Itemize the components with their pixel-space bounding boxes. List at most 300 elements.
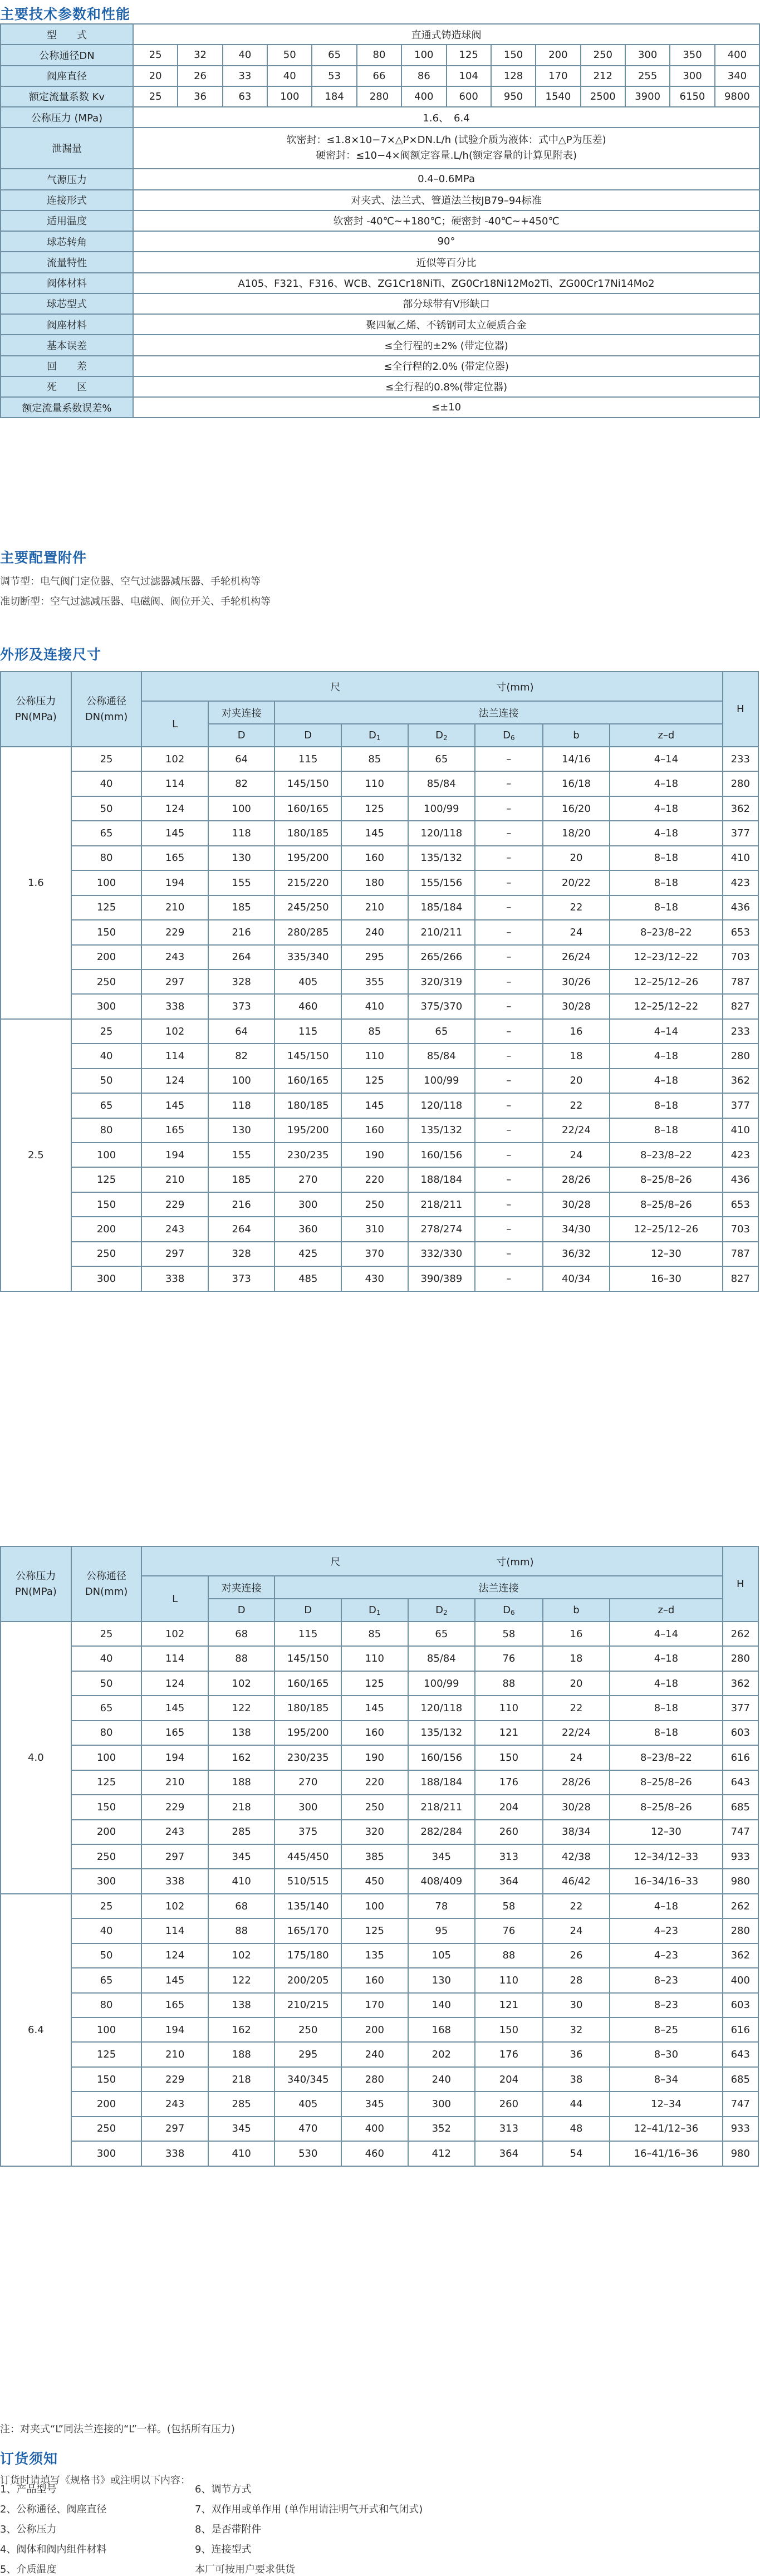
tech-value-body-material: A105、F321、F316、WCB、ZG1Cr18NiTi、ZG0Cr18Ni12Mo2Ti、ZG00Cr17Ni14Mo2	[133, 273, 759, 293]
table-cell: 135	[341, 1943, 408, 1968]
seat-diameter-cell: 66	[357, 66, 401, 86]
header-flange: 法兰连接	[274, 701, 722, 724]
table-cell: 46/42	[543, 1869, 610, 1893]
table-cell: 160/165	[274, 796, 341, 821]
kv-cell: 950	[491, 86, 536, 107]
table-cell: 160	[341, 1118, 408, 1143]
table-cell: 145	[141, 821, 208, 845]
kv-cell: 1540	[536, 86, 580, 107]
table-cell: 162	[208, 1745, 275, 1770]
tech-label-pressure: 公称压力 (MPa)	[1, 107, 133, 128]
table-cell: 362	[723, 1943, 758, 1968]
table-cell: 210	[141, 2042, 208, 2066]
ordering-item: 本厂可按用户要求供货	[195, 2564, 295, 2575]
table-cell: 250	[71, 1242, 142, 1266]
table-cell: 114	[141, 1918, 208, 1943]
dn-cell: 250	[581, 45, 625, 65]
table-cell: 4–14	[610, 747, 722, 771]
table-cell: 345	[208, 1844, 275, 1869]
header-size	[141, 1546, 722, 1576]
table-cell: 22	[543, 895, 610, 920]
seat-diameter-cell: 26	[178, 66, 222, 86]
tech-row-ball-angle	[1, 231, 759, 252]
table-cell: 229	[141, 2067, 208, 2092]
table-cell: 405	[274, 969, 341, 994]
header-dn: 公称通径DN(mm)	[71, 672, 142, 747]
dn-cell: 25	[133, 45, 178, 65]
table-cell: 4–18	[610, 771, 722, 796]
table-row	[1, 1795, 758, 1819]
table-cell: 65	[71, 821, 142, 845]
pressure-group-label: 1.6	[1, 747, 71, 1019]
table-cell: 185/184	[408, 895, 475, 920]
table-cell: 4–14	[610, 1019, 722, 1044]
table-cell: 345	[341, 2092, 408, 2116]
tech-row-hysteresis	[1, 356, 759, 376]
table-cell: 130	[208, 1118, 275, 1143]
table-cell: 135/132	[408, 846, 475, 870]
dim-header-row-1	[1, 1546, 758, 1576]
header-D1-main: D	[369, 1604, 376, 1616]
table-cell: 390/389	[408, 1266, 475, 1291]
tech-row-seat-diameter	[1, 66, 759, 86]
table-cell: 8–18	[610, 846, 722, 870]
table-cell: 24	[543, 1745, 610, 1770]
kv-cell: 100	[267, 86, 312, 107]
seat-diameter-cell: 340	[715, 66, 759, 86]
table-cell: 165/170	[274, 1918, 341, 1943]
table-cell: 328	[208, 969, 275, 994]
table-row	[1, 1069, 758, 1093]
table-cell: 120/118	[408, 1696, 475, 1720]
table-cell: 262	[723, 1622, 758, 1646]
table-cell: 30/26	[543, 969, 610, 994]
table-cell: 38	[543, 2067, 610, 2092]
table-cell: 100	[341, 1894, 408, 1918]
dn-cell: 200	[536, 45, 580, 65]
table-cell: 320/319	[408, 969, 475, 994]
table-cell: 8–18	[610, 1118, 722, 1143]
table-cell: 160	[341, 846, 408, 870]
table-cell: –	[475, 747, 543, 771]
table-cell: 30/28	[543, 1192, 610, 1217]
table-cell: 18/20	[543, 821, 610, 845]
header-D1-sub: 1	[376, 733, 381, 742]
header-zd: z–d	[610, 724, 722, 747]
table-cell: 34/30	[543, 1217, 610, 1241]
tech-label-ball-type: 球芯型式	[1, 293, 133, 314]
table-cell: 8–23/8–22	[610, 1745, 722, 1770]
header-D2	[408, 1599, 475, 1622]
table-cell: 243	[141, 2092, 208, 2116]
table-cell: 230/235	[274, 1143, 341, 1167]
table-cell: 155	[208, 870, 275, 895]
header-wafer: 对夹连接	[208, 701, 275, 724]
table-cell: 155/156	[408, 870, 475, 895]
table-cell: 100	[208, 796, 275, 821]
table-cell: 8–25	[610, 2017, 722, 2042]
table-cell: 100	[71, 1745, 142, 1770]
table-cell: 4–23	[610, 1918, 722, 1943]
header-pn: 公称压力PN(MPa)	[1, 1546, 71, 1622]
table-cell: –	[475, 1019, 543, 1044]
table-cell: 8–18	[610, 1721, 722, 1745]
header-D1-sub: 1	[376, 1608, 381, 1617]
table-row	[1, 1217, 758, 1241]
ordering-item: 4、阀体和阀内组件材料	[0, 2544, 107, 2555]
seat-diameter-cell: 20	[133, 66, 178, 86]
kv-cell: 280	[357, 86, 401, 107]
table-cell: 22/24	[543, 1118, 610, 1143]
table-cell: 385	[341, 1844, 408, 1869]
table-row	[1, 1646, 758, 1671]
table-cell: 747	[723, 2092, 758, 2116]
table-row	[1, 994, 758, 1018]
table-cell: 436	[723, 895, 758, 920]
table-row	[1, 969, 758, 994]
pressure-group-label: 2.5	[1, 1019, 71, 1291]
header-size-unit: 寸(mm)	[496, 1556, 534, 1568]
table-cell: 135/132	[408, 1118, 475, 1143]
seat-diameter-cell: 170	[536, 66, 580, 86]
table-cell: 124	[141, 796, 208, 821]
table-cell: 20	[543, 846, 610, 870]
dn-cell: 350	[670, 45, 714, 65]
table-row	[1, 1968, 758, 1992]
table-cell: 373	[208, 994, 275, 1018]
table-row	[1, 1745, 758, 1770]
table-cell: 375/370	[408, 994, 475, 1018]
table-cell: 300	[71, 1869, 142, 1893]
table-cell: 685	[723, 2067, 758, 2092]
tech-value-flow-characteristic: 近似等百分比	[133, 252, 759, 272]
table-cell: 243	[141, 1820, 208, 1844]
tech-value-kv-error: ≤±10	[133, 397, 759, 418]
table-cell: 76	[475, 1918, 543, 1943]
table-cell: 88	[208, 1646, 275, 1671]
table-row	[1, 1622, 758, 1646]
ordering-item: 5、介质温度	[0, 2564, 57, 2575]
ordering-item: 8、是否带附件	[195, 2524, 262, 2535]
tech-label-leakage: 泄漏量	[1, 128, 133, 169]
table-cell: 160/156	[408, 1143, 475, 1167]
table-cell: 114	[141, 1646, 208, 1671]
table-row	[1, 821, 758, 845]
table-cell: 190	[341, 1745, 408, 1770]
table-row	[1, 1242, 758, 1266]
header-L: L	[141, 1576, 208, 1622]
table-cell: 8–34	[610, 2067, 722, 2092]
kv-cell: 25	[133, 86, 178, 107]
table-cell: 25	[71, 1894, 142, 1918]
tech-value-seat-material: 聚四氟乙烯、不锈钢司太立硬质合金	[133, 314, 759, 335]
seat-diameter-cell: 300	[670, 66, 714, 86]
table-cell: 40	[71, 1646, 142, 1671]
table-cell: 653	[723, 1192, 758, 1217]
table-cell: 194	[141, 870, 208, 895]
table-cell: 400	[723, 1968, 758, 1992]
tech-row-ball-type	[1, 293, 759, 314]
kv-cell: 2500	[581, 86, 625, 107]
table-cell: 216	[208, 1192, 275, 1217]
ordering-item: 6、调节方式	[195, 2484, 252, 2495]
table-cell: 160/165	[274, 1069, 341, 1093]
header-D6-sub: 6	[511, 733, 515, 742]
table-row	[1, 1167, 758, 1192]
table-cell: 345	[208, 2117, 275, 2141]
table-cell: 375	[274, 1820, 341, 1844]
table-cell: 300	[71, 2141, 142, 2166]
tech-label-air-supply: 气源压力	[1, 169, 133, 189]
table-cell: 218/211	[408, 1795, 475, 1819]
header-H: H	[723, 1546, 758, 1622]
table-cell: 362	[723, 1671, 758, 1696]
table-cell: 50	[71, 1671, 142, 1696]
table-cell: 204	[475, 1795, 543, 1819]
kv-cell: 3900	[625, 86, 670, 107]
table-cell: –	[475, 1069, 543, 1093]
header-size-unit: 寸(mm)	[496, 681, 534, 693]
ordering-intro: 订货时请填写《规格书》或注明以下内容：	[0, 2475, 190, 2486]
table-cell: 338	[141, 2141, 208, 2166]
table-cell: 4–18	[610, 1044, 722, 1068]
table-cell: 4–23	[610, 1943, 722, 1968]
seat-diameter-cell: 33	[223, 66, 267, 86]
table-cell: 685	[723, 1795, 758, 1819]
table-cell: 643	[723, 2042, 758, 2066]
table-cell: 18	[543, 1044, 610, 1068]
table-cell: 8–18	[610, 870, 722, 895]
table-cell: 110	[475, 1968, 543, 1992]
table-cell: 230/235	[274, 1745, 341, 1770]
table-cell: 58	[475, 1894, 543, 1918]
table-row	[1, 1044, 758, 1068]
header-size-char: 尺	[330, 1556, 341, 1568]
table-cell: 8–18	[610, 895, 722, 920]
header-D6-main: D	[503, 1604, 511, 1616]
table-cell: –	[475, 821, 543, 845]
table-cell: 250	[274, 2017, 341, 2042]
dn-cell: 50	[267, 45, 312, 65]
table-cell: 25	[71, 1019, 142, 1044]
table-cell: 412	[408, 2141, 475, 2166]
table-row	[1, 1192, 758, 1217]
table-cell: 410	[723, 846, 758, 870]
table-cell: 168	[408, 2017, 475, 2042]
table-cell: 233	[723, 747, 758, 771]
table-cell: –	[475, 870, 543, 895]
table-cell: 100	[208, 1069, 275, 1093]
table-cell: 145	[141, 1093, 208, 1118]
table-cell: 280	[723, 1646, 758, 1671]
table-cell: 14/16	[543, 747, 610, 771]
table-cell: 102	[141, 1894, 208, 1918]
table-cell: 980	[723, 1869, 758, 1893]
dim-header-row-1	[1, 672, 758, 701]
table-cell: 175/180	[274, 1943, 341, 1968]
dn-cell: 32	[178, 45, 222, 65]
table-cell: –	[475, 846, 543, 870]
table-cell: 120/118	[408, 821, 475, 845]
table-cell: 135/132	[408, 1721, 475, 1745]
table-cell: 300	[71, 1266, 142, 1291]
table-cell: 65	[71, 1696, 142, 1720]
table-cell: 42/38	[543, 1844, 610, 1869]
tech-label-ball-angle: 球芯转角	[1, 231, 133, 252]
table-cell: 176	[475, 2042, 543, 2066]
table-cell: 278/274	[408, 1217, 475, 1241]
table-cell: 40	[71, 771, 142, 796]
table-cell: 185	[208, 1167, 275, 1192]
table-cell: 340/345	[274, 2067, 341, 2092]
table-cell: 100/99	[408, 1069, 475, 1093]
table-note: 注：对夹式“L”同法兰连接的“L”一样。(包括所有压力)	[0, 2423, 235, 2435]
table-cell: 355	[341, 969, 408, 994]
tech-label-dn: 公称通径DN	[1, 45, 133, 65]
table-row	[1, 846, 758, 870]
table-cell: 352	[408, 2117, 475, 2141]
tech-label-body-material: 阀体材料	[1, 273, 133, 293]
table-cell: 362	[723, 796, 758, 821]
table-row	[1, 2042, 758, 2066]
table-cell: 210	[141, 895, 208, 920]
table-cell: 220	[341, 1770, 408, 1795]
table-cell: 220	[341, 1167, 408, 1192]
table-cell: 25	[71, 747, 142, 771]
table-cell: 285	[208, 2092, 275, 2116]
table-cell: 270	[274, 1167, 341, 1192]
table-cell: 250	[341, 1795, 408, 1819]
tech-value-air-supply: 0.4–0.6MPa	[133, 169, 759, 189]
tech-row-dn	[1, 45, 759, 65]
table-cell: 603	[723, 1993, 758, 2017]
table-cell: 102	[208, 1671, 275, 1696]
table-cell: 460	[341, 2141, 408, 2166]
dimension-table-2	[0, 1546, 759, 2167]
dn-cell: 100	[401, 45, 446, 65]
table-cell: 377	[723, 1093, 758, 1118]
table-cell: 28	[543, 1968, 610, 1992]
table-cell: 270	[274, 1770, 341, 1795]
table-cell: 210/215	[274, 1993, 341, 2017]
table-cell: 22	[543, 1696, 610, 1720]
table-cell: 313	[475, 1844, 543, 1869]
header-D1	[341, 724, 408, 747]
table-cell: 110	[475, 1696, 543, 1720]
table-cell: 8–23	[610, 1993, 722, 2017]
table-cell: 100	[71, 2017, 142, 2042]
table-cell: 4–14	[610, 1622, 722, 1646]
table-cell: 125	[71, 1167, 142, 1192]
table-cell: 85/84	[408, 1646, 475, 1671]
table-cell: 280	[723, 1044, 758, 1068]
tech-row-dead-band	[1, 376, 759, 397]
table-cell: 155	[208, 1143, 275, 1167]
table-cell: 12–34/12–33	[610, 1844, 722, 1869]
table-cell: 130	[208, 846, 275, 870]
table-cell: 50	[71, 1943, 142, 1968]
table-cell: 118	[208, 821, 275, 845]
seat-diameter-cell: 53	[312, 66, 356, 86]
table-cell: 40	[71, 1044, 142, 1068]
table-cell: 210	[141, 1770, 208, 1795]
table-cell: 4–18	[610, 1646, 722, 1671]
table-cell: 36/32	[543, 1242, 610, 1266]
table-cell: 180	[341, 870, 408, 895]
table-cell: 430	[341, 1266, 408, 1291]
kv-cell: 600	[447, 86, 491, 107]
table-cell: 40	[71, 1918, 142, 1943]
table-cell: –	[475, 945, 543, 969]
table-cell: 4–18	[610, 821, 722, 845]
table-cell: 332/330	[408, 1242, 475, 1266]
table-cell: 85	[341, 1622, 408, 1646]
table-cell: 260	[475, 1820, 543, 1844]
table-cell: 180/185	[274, 1093, 341, 1118]
table-cell: 8–25/8–26	[610, 1192, 722, 1217]
table-cell: 185	[208, 895, 275, 920]
header-flange-D: D	[274, 1599, 341, 1622]
tech-value-ball-angle: 90°	[133, 231, 759, 252]
table-cell: 210	[141, 1167, 208, 1192]
table-row	[1, 2092, 758, 2116]
table-cell: 110	[341, 771, 408, 796]
table-cell: 194	[141, 1745, 208, 1770]
table-cell: 4–18	[610, 796, 722, 821]
dimension-table-1	[0, 671, 759, 1292]
table-cell: 460	[274, 994, 341, 1018]
table-cell: –	[475, 1044, 543, 1068]
header-b: b	[543, 724, 610, 747]
table-cell: 24	[543, 920, 610, 944]
header-D2-main: D	[435, 729, 443, 741]
table-row	[1, 1093, 758, 1118]
table-cell: 280	[723, 771, 758, 796]
table-cell: 88	[475, 1671, 543, 1696]
dn-cell: 150	[491, 45, 536, 65]
header-D2-sub: 2	[443, 733, 448, 742]
header-size-char: 尺	[330, 681, 341, 693]
table-cell: 188	[208, 1770, 275, 1795]
dn-cell: 125	[447, 45, 491, 65]
table-cell: 530	[274, 2141, 341, 2166]
section-title-tech: 主要技术参数和性能	[0, 6, 131, 22]
table-cell: 80	[71, 1721, 142, 1745]
table-cell: –	[475, 1093, 543, 1118]
table-cell: 445/450	[274, 1844, 341, 1869]
table-cell: 250	[71, 969, 142, 994]
table-cell: 703	[723, 945, 758, 969]
table-cell: 485	[274, 1266, 341, 1291]
table-cell: 88	[475, 1943, 543, 1968]
table-cell: 410	[723, 1118, 758, 1143]
section-title-ordering: 订货须知	[0, 2451, 58, 2467]
tech-row-basic-error	[1, 335, 759, 355]
header-D6	[475, 1599, 543, 1622]
table-cell: 703	[723, 1217, 758, 1241]
table-cell: 603	[723, 1721, 758, 1745]
tech-value-pressure: 1.6、 6.4	[133, 107, 759, 128]
table-cell: 68	[208, 1622, 275, 1646]
table-cell: 145	[141, 1968, 208, 1992]
tech-label-flow-characteristic: 流量特性	[1, 252, 133, 272]
table-cell: 12–23/12–22	[610, 945, 722, 969]
table-cell: 30/28	[543, 1795, 610, 1819]
table-cell: 405	[274, 2092, 341, 2116]
table-cell: 787	[723, 1242, 758, 1266]
table-cell: 310	[341, 1217, 408, 1241]
tech-label-seat-material: 阀座材料	[1, 314, 133, 335]
